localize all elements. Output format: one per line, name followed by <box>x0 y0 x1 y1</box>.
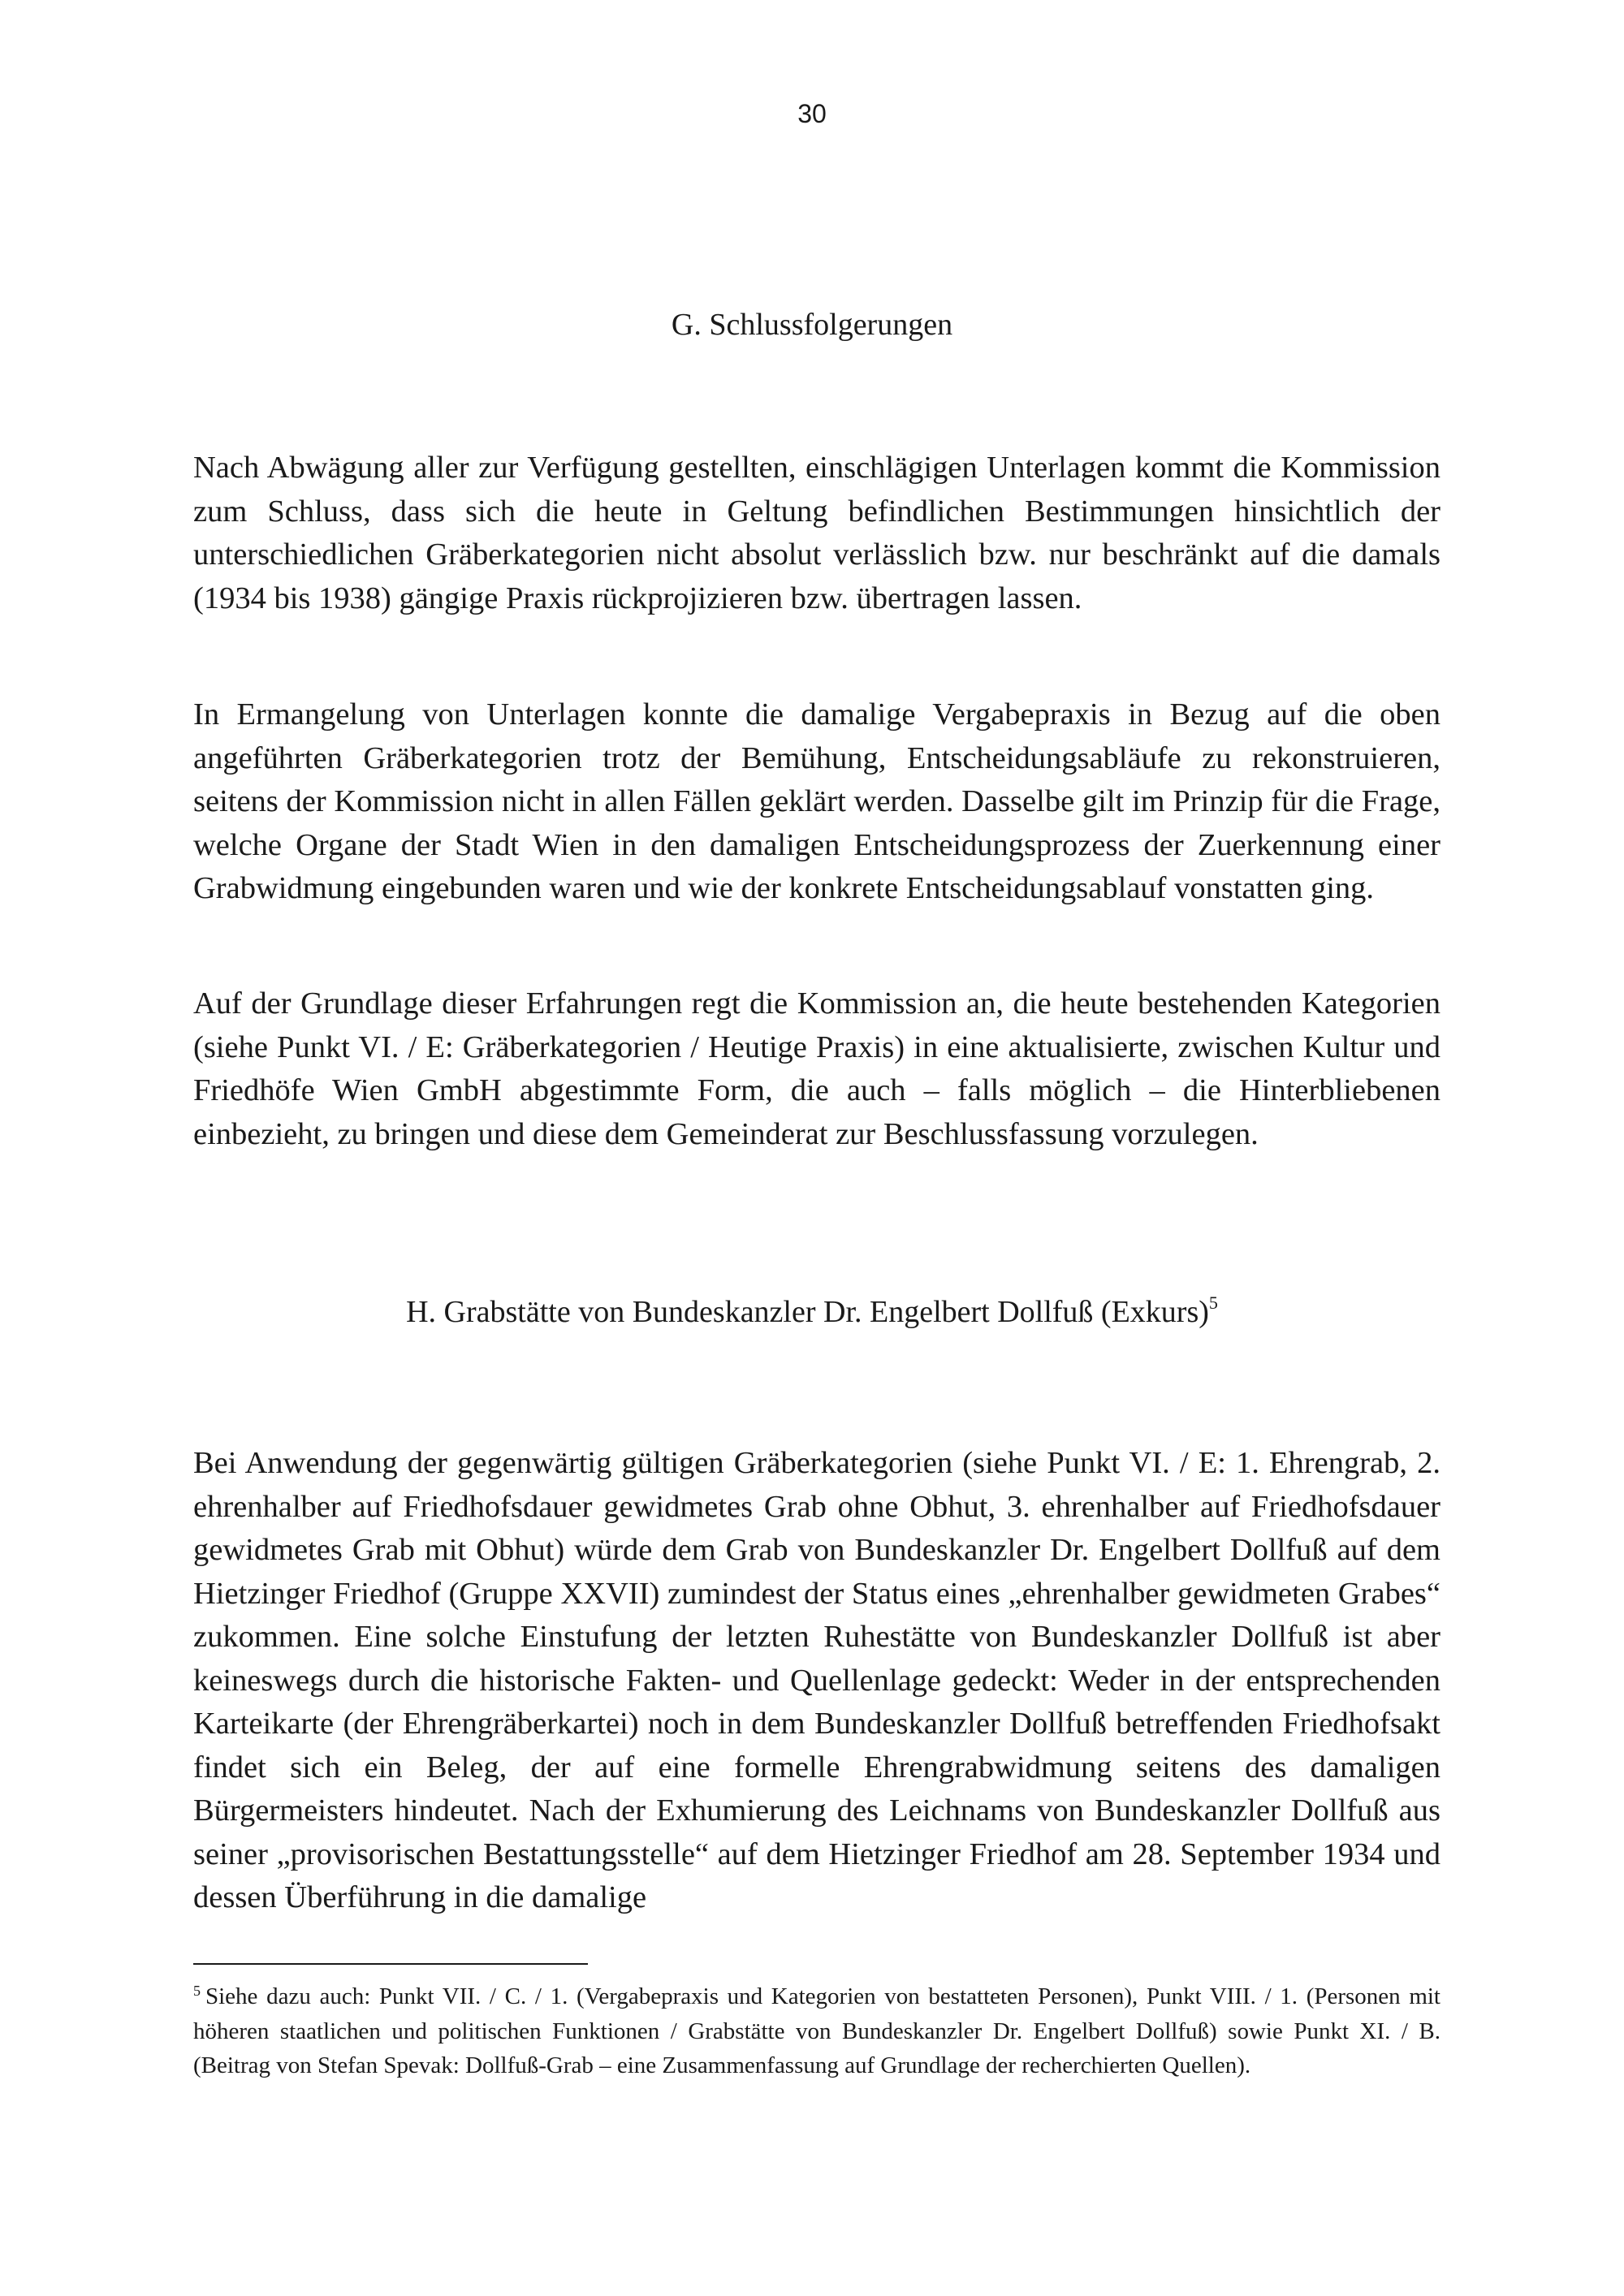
section-g-paragraph-1: Nach Abwägung aller zur Verfügung gestellten, einschlägigen Unterlagen kommt die Kommission zum Schluss, dass sich die heute in Geltung befindlichen Bestimmungen hinsichtlich der unterschiedlichen Gräberkategorien nicht absolut verlässlich bzw. nur beschränkt auf die damals (1934 bis 1938) gängige Praxis rückprojizieren bzw. übertragen lassen. <box>193 451 1440 615</box>
section-g-heading: G. Schlussfolgerungen <box>671 308 953 342</box>
footnote-separator <box>193 1963 588 1965</box>
page-number: 30 <box>797 99 827 128</box>
footnote-reference: 5 <box>1208 1293 1218 1313</box>
section-g-paragraph-3: Auf der Grundlage dieser Erfahrungen regt die Kommission an, die heute bestehenden Kategorien (siehe Punkt VI. / E: Gräberkategorien / Heutige Praxis) in eine aktualisierte, zwischen Kultur und Friedhöfe Wien GmbH abgestimmte Form, die auch – falls möglich – die Hinterbliebenen einbezieht, zu bringen und diese dem Gemeinderat zur Beschlussfassung vorzulegen. <box>193 986 1440 1151</box>
footnote-marker: 5 <box>193 1983 201 1999</box>
footnote-text: Siehe dazu auch: Punkt VII. / C. / 1. (Vergabepraxis und Kategorien von bestatteten Personen), Punkt VIII. / 1. (Personen mit höheren staatlichen und politischen Funktionen / Grabstätte von Bundeskanzler Dr. Engelbert Dollfuß) sowie Punkt XI. / B. (Beitrag von Stefan Spevak: Dollfuß-Grab – eine Zusammenfassung auf Grundlage der recherchierten Quellen). <box>193 1983 1440 2078</box>
section-h-heading-text: H. Grabstätte von Bundeskanzler Dr. Engelbert Dollfuß (Exkurs) <box>406 1295 1209 1329</box>
section-h-paragraph: Bei Anwendung der gegenwärtig gültigen Gräberkategorien (siehe Punkt VI. / E: 1. Ehrengrab, 2. ehrenhalber auf Friedhofsdauer gewidmetes Grab ohne Obhut, 3. ehrenhalber auf Friedhofsdauer gewidmetes Grab mit Obhut) würde dem Grab von Bundeskanzler Dr. Engelbert Dollfuß auf dem Hietzinger Friedhof (Gruppe XXVII) zumindest der Status eines „ehrenhalber gewidmeten Grabes“ zukommen. Eine solche Einstufung der letzten Ruhestätte von Bundeskanzler Dollfuß ist aber keineswegs durch die historische Fakten- und Quellenlage gedeckt: Weder in der entsprechenden Karteikarte (der Ehrengräberkartei) noch in dem Bundeskanzler Dollfuß betreffenden Friedhofsakt findet sich ein Beleg, der auf eine formelle Ehrengrabwidmung seitens des damaligen Bürgermeisters hindeutet. Nach der Exhumierung des Leichnams von Bundeskanzler Dollfuß aus seiner „provisorischen Bestattungsstelle“ auf dem Hietzinger Friedhof am 28. September 1934 und dessen Überführung in die damalige <box>193 1446 1440 1914</box>
footnote <box>193 1979 1440 2083</box>
section-h-heading <box>0 1294 1624 1331</box>
section-g-paragraph-2: In Ermangelung von Unterlagen konnte die damalige Vergabepraxis in Bezug auf die oben angeführten Gräberkategorien trotz der Bemühung, Entscheidungsabläufe zu rekonstruieren, seitens der Kommission nicht in allen Fällen geklärt werden. Dasselbe gilt im Prinzip für die Frage, welche Organe der Stadt Wien in den damaligen Entscheidungsprozess der Zuerkennung einer Grabwidmung eingebunden waren und wie der konkrete Entscheidungsablauf vonstatten ging. <box>193 697 1440 905</box>
